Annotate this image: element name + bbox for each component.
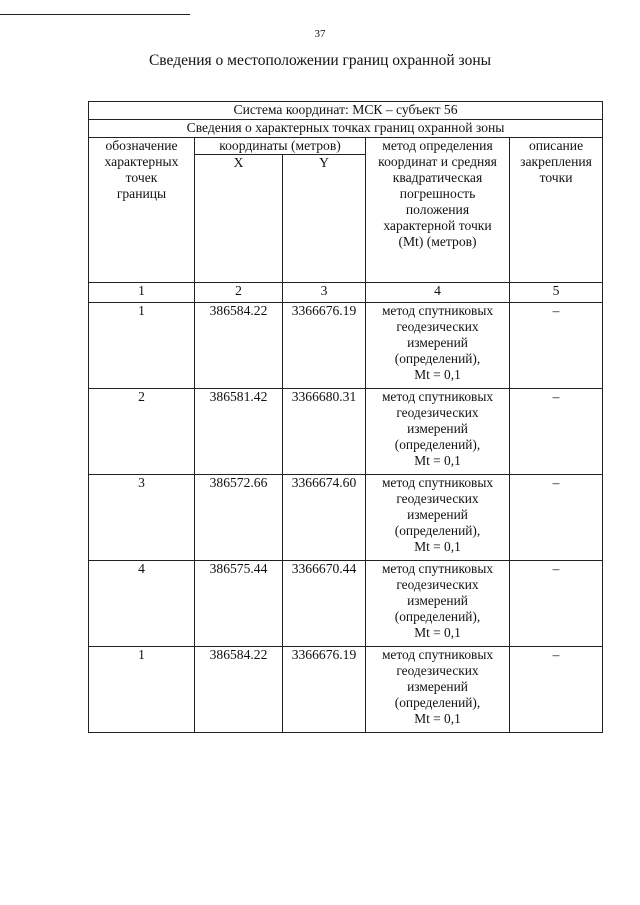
column-number: 3 [283,283,366,303]
x-cell: 386572.66 [195,475,283,561]
point-cell: 4 [89,561,195,647]
method-header: метод определения координат и средняя квадратическая погрешность положения характерной точки (Mt) (метров) [366,138,510,283]
table-row [89,389,603,475]
table-row [89,647,603,733]
y-cell: 3366676.19 [283,303,366,389]
description-cell: – [510,475,603,561]
section-heading-cell: Сведения о характерных точках границ охранной зоны [89,120,603,138]
description-cell: – [510,561,603,647]
y-cell: 3366674.60 [283,475,366,561]
column-number: 4 [366,283,510,303]
table-row [89,561,603,647]
table-header [89,102,603,303]
method-cell: метод спутниковых геодезических измерений (определений), Mt = 0,1 [366,647,510,733]
designation-header: обозначение характерных точек границы [89,138,195,283]
point-cell: 1 [89,647,195,733]
table-body [89,303,603,733]
point-cell: 2 [89,389,195,475]
boundary-points-table [88,101,603,733]
method-cell: метод спутниковых геодезических измерений (определений), Mt = 0,1 [366,389,510,475]
table-row [89,303,603,389]
x-cell: 386584.22 [195,647,283,733]
column-number: 2 [195,283,283,303]
top-rule [0,14,190,15]
method-cell: метод спутниковых геодезических измерений (определений), Mt = 0,1 [366,561,510,647]
y-cell: 3366670.44 [283,561,366,647]
method-cell: метод спутниковых геодезических измерений (определений), Mt = 0,1 [366,475,510,561]
description-header: описание закрепления точки [510,138,603,283]
coordinate-system-cell: Система координат: МСК – субъект 56 [89,102,603,120]
point-cell: 1 [89,303,195,389]
y-cell: 3366680.31 [283,389,366,475]
description-cell: – [510,389,603,475]
method-cell: метод спутниковых геодезических измерений (определений), Mt = 0,1 [366,303,510,389]
y-header: Y [283,155,366,283]
description-cell: – [510,303,603,389]
description-cell: – [510,647,603,733]
page-number: 37 [314,28,326,40]
x-cell: 386575.44 [195,561,283,647]
y-cell: 3366676.19 [283,647,366,733]
point-cell: 3 [89,475,195,561]
document-title: Сведения о местоположении границ охранной зоны [148,52,492,69]
column-number: 5 [510,283,603,303]
x-header: X [195,155,283,283]
x-cell: 386584.22 [195,303,283,389]
x-cell: 386581.42 [195,389,283,475]
column-number: 1 [89,283,195,303]
table-row [89,475,603,561]
coordinates-header: координаты (метров) [195,138,366,155]
